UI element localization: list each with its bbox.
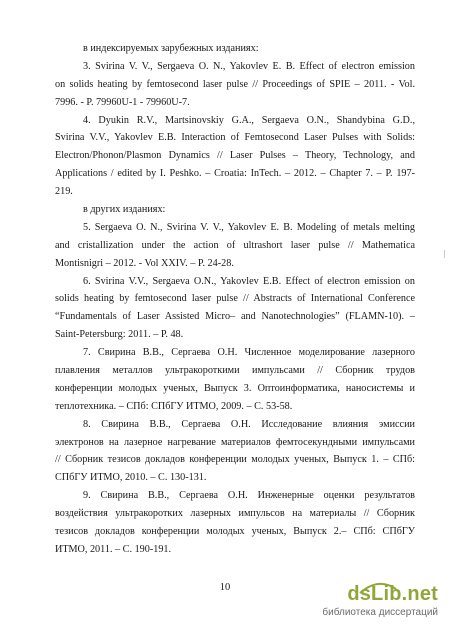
text-line: 7996. - P. 79960U-1 - 79960U-7.	[55, 96, 190, 108]
text-line: тезисов докладов конференции молодых ученых, Выпуск 2.– СПб: СПбГУ	[55, 526, 415, 538]
page-number: 10	[219, 582, 231, 593]
text-line: 5. Sergaeva O. N., Svirina V. V., Yakovlev E. B. Modeling of metals melting	[83, 221, 415, 233]
document-page	[55, 40, 415, 559]
text-line: теплотехника. – СПб: СПбГУ ИТМО, 2009. – С. 53-58.	[55, 400, 293, 412]
text-line: // Сборник тезисов докладов конференции молодых ученых, Выпуск 1. – СПб:	[55, 454, 415, 466]
text-line: 3. Svirina V. V., Sergaeva O. N., Yakovlev E. B. Effect of electron emission	[83, 60, 415, 72]
text-line: ИТМО, 2011. – С. 190-191.	[55, 543, 172, 555]
text-line: Svirina V.V., Yakovlev E.B. Interaction of Femtosecond Laser Pulses with Solids:	[55, 132, 415, 144]
text-line: Saint-Petersburg: 2011. – P. 48.	[55, 329, 184, 341]
text-line: 219.	[55, 186, 73, 198]
text-line: в индексируемых зарубежных изданиях:	[83, 43, 259, 54]
text-line: Applications / edited by I. Peshko. – Croatia: InTech. – 2012. – Chapter 7. – P. 197-	[55, 168, 415, 180]
text-line: 6. Svirina V.V., Sergaeva O.N., Yakovlev E.B. Effect of electron emission on	[83, 275, 415, 287]
text-line: Montisnigri – 2012. - Vol XXIV. – P. 24-28.	[55, 257, 234, 269]
text-line: solids heating by femtosecond laser pulse // Abstracts of International Conference	[55, 293, 415, 305]
watermark-title: dsLib.net	[347, 583, 438, 605]
text-line: электронов на лазерное нагревание материалов фемтосекундными импульсами	[55, 436, 415, 448]
text-line: Electron/Phonon/Plasmon Dynamics // Laser Pulses – Theory, Technology, and	[55, 150, 415, 162]
watermark	[322, 583, 438, 619]
text-line: on solids heating by femtosecond laser pulse // Proceedings of SPIE – 2011. - Vol.	[55, 78, 415, 90]
text-line: 8. Свирина В.В., Сергаева О.Н. Исследование влияния эмиссии	[83, 418, 415, 430]
text-line: конференции молодых ученых, Выпуск 3. Оптоинформатика, наносистемы и	[55, 382, 415, 394]
watermark-subtitle: библиотека диссертаций	[322, 607, 438, 618]
text-line: 9. Свирина В.В., Сергаева О.Н. Инженерные оценки результатов	[83, 490, 415, 502]
text-line: СПбГУ ИТМО, 2010. – С. 130-131.	[55, 472, 207, 484]
text-line: and cristallization under the action of ultrashort laser pulse // Mathematica	[55, 239, 415, 251]
text-line: воздействия ультракоротких лазерных импульсов на материалы // Сборник	[55, 508, 415, 520]
text-line: плавления металлов ультракороткими импульсами // Сборник трудов	[55, 365, 415, 377]
text-line: “Fundamentals of Laser Assisted Micro– and Nanotechnologies” (FLAMN-10). –	[55, 311, 415, 323]
text-line: в других изданиях:	[83, 204, 166, 216]
text-line: 7. Свирина В.В., Сергаева О.Н. Численное моделирование лазерного	[83, 347, 415, 359]
text-line: 4. Dyukin R.V., Martsinovskiy G.A., Sergaeva O.N., Shandybina G.D.,	[83, 114, 415, 126]
margin-mark	[444, 250, 445, 258]
